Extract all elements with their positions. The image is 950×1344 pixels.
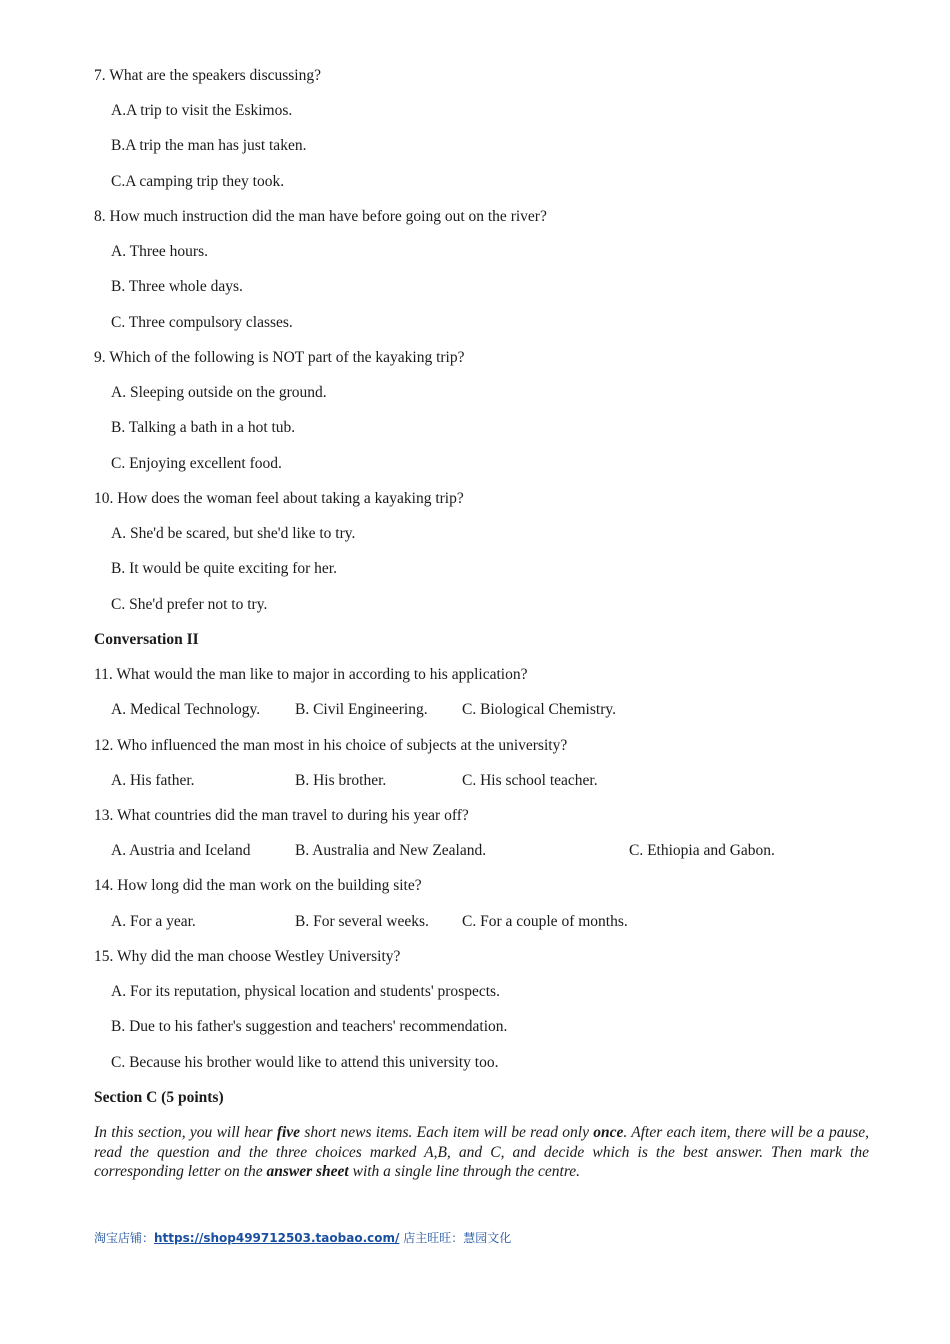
option-10b: B. It would be quite exciting for her. xyxy=(111,560,337,577)
option-8b: B. Three whole days. xyxy=(111,278,243,295)
option-13a: A. Austria and Iceland xyxy=(111,842,251,859)
question-13: 13. What countries did the man travel to during his year off? xyxy=(94,807,469,824)
option-15c: C. Because his brother would like to attend this university too. xyxy=(111,1054,499,1071)
instructions-text-2: short news items. Each item will be read only xyxy=(300,1124,594,1141)
option-15b: B. Due to his father's suggestion and teachers' recommendation. xyxy=(111,1018,508,1035)
option-11a: A. Medical Technology. xyxy=(111,701,261,718)
instructions-bold-3: answer sheet xyxy=(266,1163,349,1180)
section-instructions xyxy=(94,1123,869,1182)
option-12c: C. His school teacher. xyxy=(462,772,598,789)
shop-label: 淘宝店铺： xyxy=(94,1231,155,1245)
option-10a: A. She'd be scared, but she'd like to try. xyxy=(111,525,356,542)
option-9c: C. Enjoying excellent food. xyxy=(111,455,282,472)
option-9a: A. Sleeping outside on the ground. xyxy=(111,384,327,401)
conversation-heading: Conversation II xyxy=(94,631,199,648)
option-14c: C. For a couple of months. xyxy=(462,913,628,930)
option-8c: C. Three compulsory classes. xyxy=(111,314,293,331)
question-14: 14. How long did the man work on the building site? xyxy=(94,877,422,894)
shop-link[interactable]: https://shop499712503.taobao.com/ xyxy=(154,1231,400,1245)
option-12a: A. His father. xyxy=(111,772,195,789)
option-7b: B.A trip the man has just taken. xyxy=(111,137,307,154)
instructions-text-1: In this section, you will hear xyxy=(94,1124,277,1141)
instructions-text-3: . After each item, there will be a pause, read the question and the three choices marked A,B, and C, and decide which is the best answer. Then mark the corresponding letter on the xyxy=(94,1124,869,1180)
page-footer xyxy=(94,1229,511,1246)
option-15a: A. For its reputation, physical location and students' prospects. xyxy=(111,983,500,1000)
option-11b: B. Civil Engineering. xyxy=(295,701,428,718)
option-9b: B. Talking a bath in a hot tub. xyxy=(111,419,296,436)
option-7c: C.A camping trip they took. xyxy=(111,173,285,190)
instructions-bold-2: once xyxy=(593,1124,624,1141)
section-heading: Section C (5 points) xyxy=(94,1089,224,1106)
option-11c: C. Biological Chemistry. xyxy=(462,701,616,718)
option-7a: A.A trip to visit the Eskimos. xyxy=(111,102,293,119)
instructions-text-4: with a single line through the centre. xyxy=(348,1163,581,1180)
option-8a: A. Three hours. xyxy=(111,243,208,260)
instructions-bold-1: five xyxy=(276,1124,301,1141)
option-10c: C. She'd prefer not to try. xyxy=(111,596,268,613)
option-14b: B. For several weeks. xyxy=(295,913,429,930)
question-15: 15. Why did the man choose Westley University? xyxy=(94,948,401,965)
question-7: 7. What are the speakers discussing? xyxy=(94,67,321,84)
question-8: 8. How much instruction did the man have before going out on the river? xyxy=(94,208,547,225)
question-12: 12. Who influenced the man most in his choice of subjects at the university? xyxy=(94,737,568,754)
option-12b: B. His brother. xyxy=(295,772,387,789)
option-13c: C. Ethiopia and Gabon. xyxy=(629,842,775,859)
owner-label: 店主旺旺：慧园文化 xyxy=(399,1231,512,1245)
option-13b: B. Australia and New Zealand. xyxy=(295,842,487,859)
option-14a: A. For a year. xyxy=(111,913,196,930)
question-10: 10. How does the woman feel about taking a kayaking trip? xyxy=(94,490,464,507)
question-9: 9. Which of the following is NOT part of the kayaking trip? xyxy=(94,349,465,366)
question-11: 11. What would the man like to major in according to his application? xyxy=(94,666,528,683)
